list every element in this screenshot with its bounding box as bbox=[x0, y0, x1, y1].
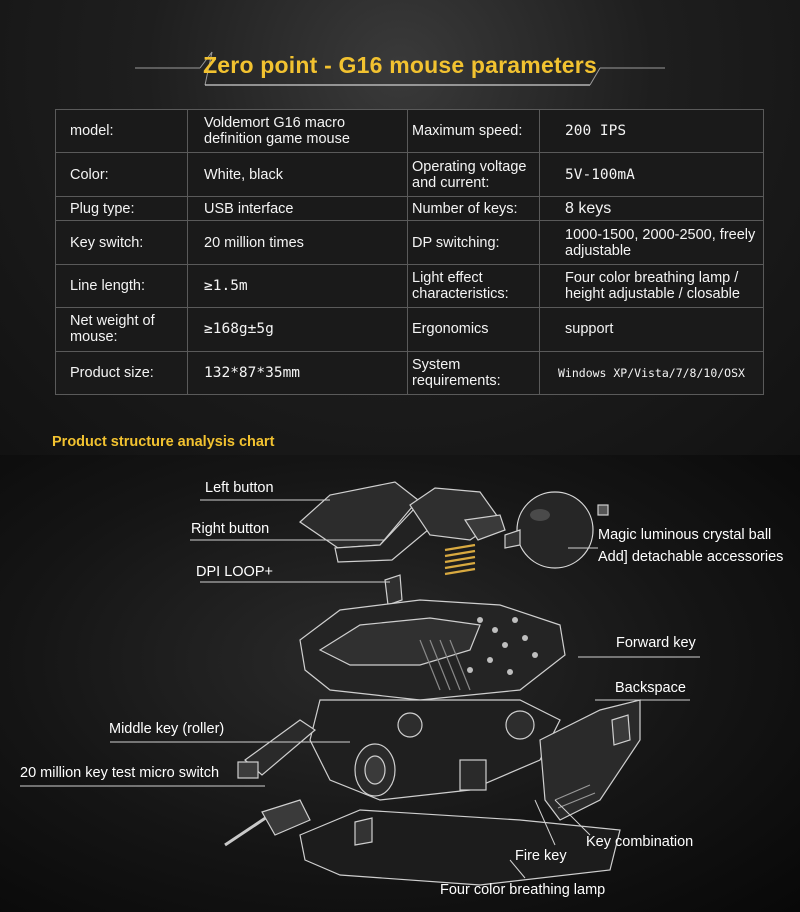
param-label: Operating voltage and current: bbox=[408, 153, 540, 196]
label-middle-key: Middle key (roller) bbox=[109, 721, 225, 737]
param-label: DP switching: bbox=[408, 221, 540, 264]
param-label: Number of keys: bbox=[408, 196, 540, 221]
label-backspace: Backspace bbox=[615, 680, 686, 696]
param-value: ≥168g±5g bbox=[188, 308, 408, 351]
param-value: support bbox=[540, 308, 764, 351]
param-label: Net weight of mouse: bbox=[56, 308, 188, 351]
label-left-button: Left button bbox=[205, 480, 274, 496]
label-breathing-lamp: Four color breathing lamp bbox=[440, 882, 606, 898]
label-accessories: Add] detachable accessories bbox=[598, 549, 784, 565]
param-value: 8 keys bbox=[540, 196, 764, 221]
label-forward-key: Forward key bbox=[616, 635, 696, 651]
label-crystal-ball: Magic luminous crystal ball bbox=[598, 527, 772, 543]
cable-icon bbox=[225, 800, 310, 845]
param-label: System requirements: bbox=[408, 351, 540, 394]
param-label: Plug type: bbox=[56, 196, 188, 221]
label-key-combination: Key combination bbox=[586, 834, 694, 850]
spring-icon bbox=[445, 545, 475, 574]
page-title: Zero point - G16 mouse parameters bbox=[203, 52, 597, 78]
param-value: White, black bbox=[188, 153, 408, 196]
label-fire-key: Fire key bbox=[515, 848, 567, 864]
param-value: Four color breathing lamp / height adjustable / closable bbox=[540, 264, 764, 307]
param-value: 20 million times bbox=[188, 221, 408, 264]
label-dpi-loop: DPI LOOP+ bbox=[196, 564, 273, 580]
param-label: Maximum speed: bbox=[408, 110, 540, 153]
section-title: Product structure analysis chart bbox=[52, 434, 275, 450]
param-label: Light effect characteristics: bbox=[408, 264, 540, 307]
param-label: Product size: bbox=[56, 351, 188, 394]
param-label: Line length: bbox=[56, 264, 188, 307]
label-micro-switch: 20 million key test micro switch bbox=[20, 765, 220, 781]
roller-icon bbox=[355, 744, 395, 796]
param-value: 5V-100mA bbox=[540, 153, 764, 196]
param-value: ≥1.5m bbox=[188, 264, 408, 307]
param-value: USB interface bbox=[188, 196, 408, 221]
param-label: Ergonomics bbox=[408, 308, 540, 351]
param-label: Color: bbox=[56, 153, 188, 196]
mouse-parts-illustration bbox=[225, 482, 640, 885]
crystal-ball-icon bbox=[505, 492, 608, 568]
param-label: model: bbox=[56, 110, 188, 153]
param-value: Windows XP/Vista/7/8/10/OSX bbox=[540, 351, 764, 394]
param-value: 200 IPS bbox=[540, 110, 764, 153]
label-right-button: Right button bbox=[191, 521, 270, 537]
param-value: 132*87*35mm bbox=[188, 351, 408, 394]
param-label: Key switch: bbox=[56, 221, 188, 264]
param-value: Voldemort G16 macro definition game mouse bbox=[188, 110, 408, 153]
param-value: 1000-1500, 2000-2500, freely adjustable bbox=[540, 221, 764, 264]
